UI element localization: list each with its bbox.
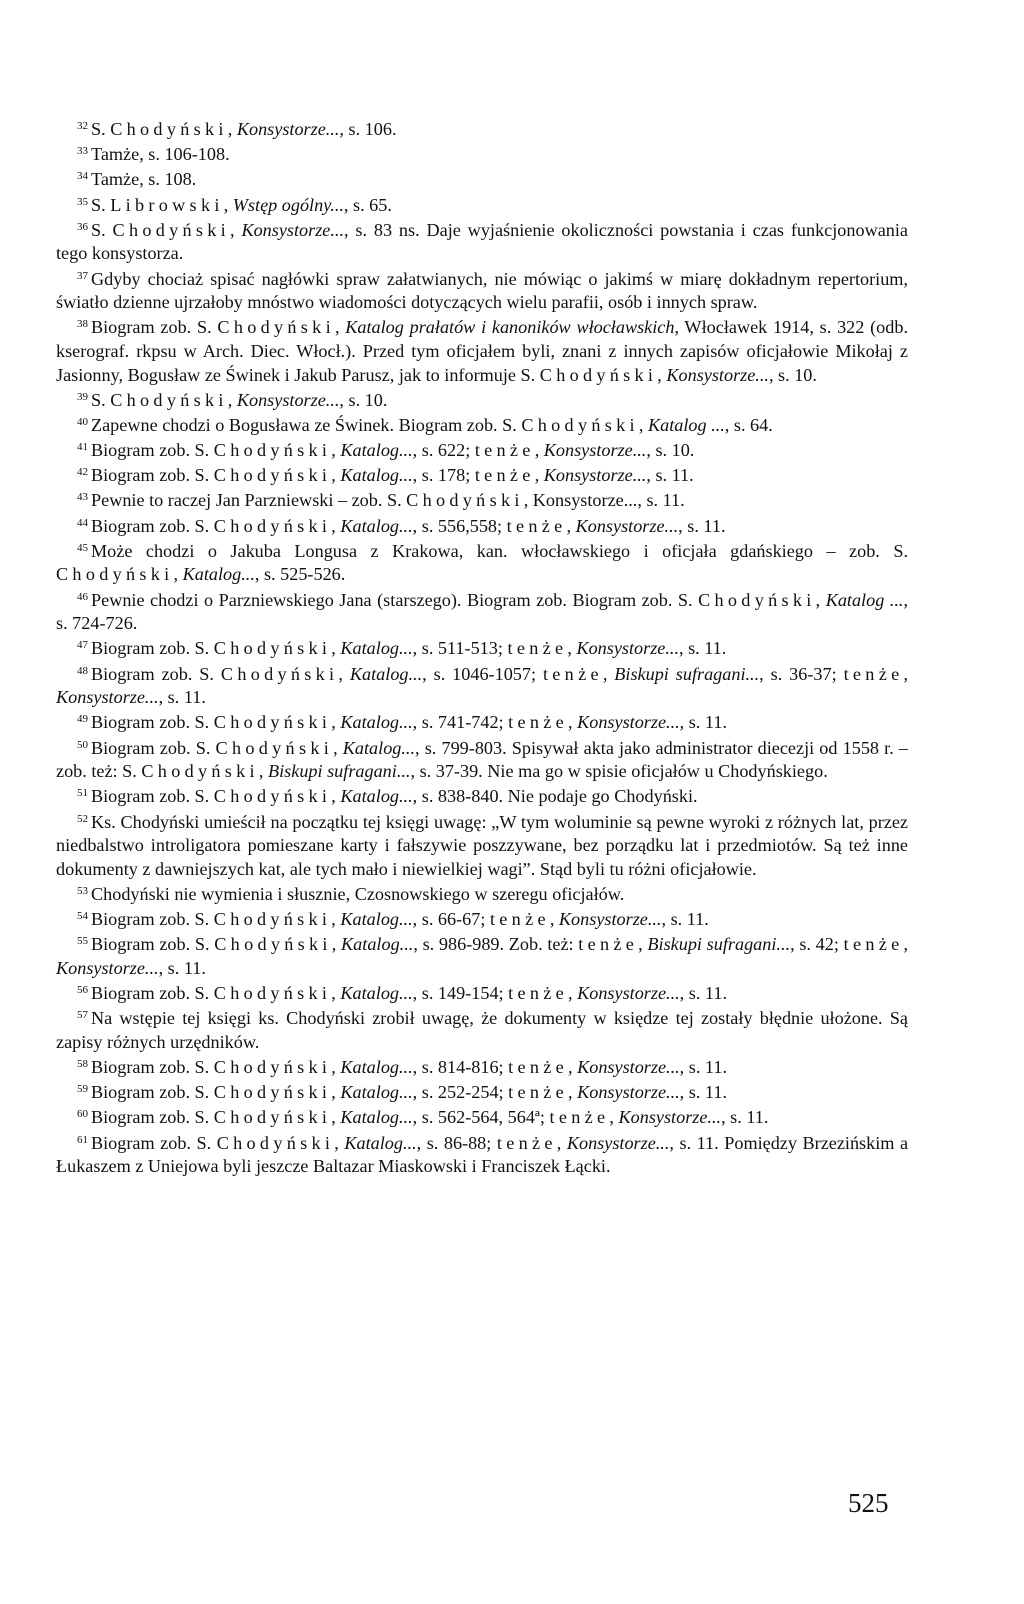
- footnote-text: S.: [91, 194, 111, 215]
- footnote-text: ,: [173, 564, 183, 585]
- italic-title: Konsystorze...: [666, 364, 769, 385]
- spaced-author-name: Chodyński: [56, 564, 174, 585]
- italic-title: Katalog...: [340, 909, 413, 930]
- footnote-number: 56: [77, 984, 88, 997]
- footnote-text: Zapewne chodzi o Bogusława ze Świnek. Biogram zob. S.: [91, 414, 522, 435]
- spaced-author-name: Chodyński: [214, 934, 332, 955]
- footnote-number: 38: [77, 318, 88, 331]
- footnote-number: 57: [77, 1009, 88, 1022]
- footnote-39: [56, 389, 908, 413]
- footnote-number: 54: [77, 910, 88, 923]
- spaced-author-name: Chodyński: [213, 909, 332, 930]
- italic-title: Katalog...: [340, 465, 413, 486]
- spaced-author-name: tenże: [489, 909, 550, 930]
- footnote-text: Biogram zob. S.: [91, 515, 214, 536]
- footnote-43: [56, 489, 908, 513]
- footnote-41: [56, 439, 908, 463]
- footnote-text: , s. 65.: [343, 194, 392, 215]
- spaced-author-name: Chodyński: [539, 364, 658, 385]
- spaced-author-name: tenże: [506, 515, 567, 536]
- footnote-number: 60: [77, 1108, 88, 1121]
- italic-title: Biskupi sufragani...: [647, 934, 791, 955]
- footnote-text: , s. 11.: [679, 712, 727, 733]
- footnote-text: ,: [556, 1132, 567, 1153]
- footnote-text: Biogram zob. S.: [91, 638, 214, 659]
- footnote-text: ,: [568, 1082, 578, 1103]
- footnote-text: , s. 10.: [768, 364, 817, 385]
- footnote-text: ,: [331, 712, 341, 733]
- spaced-author-name: Chodyński: [213, 786, 332, 807]
- footnote-text: ,: [331, 1057, 341, 1077]
- footnote-text: ,: [227, 389, 237, 410]
- footnote-47: [56, 637, 908, 661]
- spaced-author-name: tenże: [474, 440, 535, 461]
- footnote-38: [56, 316, 908, 387]
- italic-title: Konsystorze...: [576, 638, 679, 659]
- footnote-text: Biogram zob. S.: [91, 737, 216, 758]
- footnote-text: ,: [331, 1107, 341, 1128]
- footnote-61: [56, 1132, 908, 1179]
- footnote-53: [56, 883, 908, 907]
- footnote-text: , s. 11. Pomiędzy Brzezińskim a Łukaszem z Uniejowa byli jeszcze Baltazar Miaskowski i Franciszek Łącki.: [56, 1132, 909, 1177]
- spaced-author-name: Chodyński: [406, 490, 524, 511]
- footnote-text: , s. 83 ns. Daje wyjaśnienie okoliczności powstania i czas funkcjonowania tego konsystorza.: [56, 219, 908, 264]
- footnote-text: ,: [223, 194, 233, 215]
- footnote-text: , s. 11.: [721, 1107, 769, 1128]
- footnote-text: , s. 10.: [339, 389, 388, 410]
- footnote-text: ,: [230, 219, 242, 240]
- italic-title: Konsystorze...: [618, 1107, 722, 1128]
- italic-title: Katalog...: [349, 663, 423, 684]
- footnote-text: ,: [657, 364, 667, 385]
- footnote-45: [56, 540, 908, 587]
- footnote-text: ,: [549, 909, 559, 930]
- italic-title: Biskupi sufragani...: [614, 663, 760, 684]
- italic-title: Wstęp ogólny...: [232, 194, 344, 215]
- spaced-author-name: Chodyński: [112, 219, 231, 240]
- footnote-text: ,: [258, 761, 268, 782]
- footnote-text: ,: [334, 1132, 345, 1153]
- italic-title: Konsystorze...: [577, 1057, 680, 1077]
- italic-title: Biskupi sufragani...: [268, 761, 411, 782]
- footnote-text: Biogram zob. S.: [91, 934, 215, 955]
- footnote-text: Biogram zob. S.: [91, 663, 221, 684]
- footnote-text: ,: [334, 317, 346, 338]
- footnote-text: ,: [568, 1057, 578, 1077]
- italic-title: Konsystorze...: [241, 219, 345, 240]
- spaced-author-name: Chodyński: [216, 1132, 335, 1153]
- footnote-text: , s. 986-989. Zob. też:: [413, 934, 579, 955]
- footnote-42: [56, 464, 908, 488]
- spaced-author-name: Chodyński: [213, 1057, 332, 1077]
- footnote-59: [56, 1081, 908, 1105]
- page-number: 525: [848, 1488, 889, 1518]
- footnote-text: Biogram zob. S.: [91, 465, 214, 486]
- footnote-number: 46: [77, 590, 88, 603]
- footnote-text: ,: [331, 1082, 341, 1103]
- footnote-56: [56, 982, 908, 1006]
- footnote-number: 48: [77, 664, 88, 677]
- italic-title: Katalog ...: [647, 414, 725, 435]
- footnote-36: [56, 219, 908, 266]
- footnote-number: 37: [77, 269, 88, 282]
- spaced-author-name: Chodyński: [213, 440, 332, 461]
- spaced-author-name: tenże: [843, 663, 904, 684]
- spaced-author-name: tenże: [496, 1132, 557, 1153]
- footnote-text: ,: [331, 786, 341, 807]
- italic-title: Konsystorze...: [543, 440, 647, 461]
- footnote-text: Biogram zob. S.: [91, 786, 214, 807]
- spaced-author-name: Chodyński: [110, 389, 228, 410]
- footnote-text: ,: [566, 515, 576, 536]
- footnote-text: , s. 799-803. Spisywał akta jako administrator diecezji od 1558 r. – zob. też: S.: [56, 737, 908, 782]
- footnote-text: , s. 11.: [679, 983, 727, 1004]
- footnote-text: ,: [534, 465, 544, 486]
- spaced-author-name: Chodyński: [110, 119, 228, 139]
- footnote-text: ,: [903, 934, 909, 955]
- footnote-text: S.: [91, 219, 113, 240]
- footnote-text: ,: [331, 909, 341, 930]
- italic-title: Katalog...: [340, 1082, 413, 1103]
- italic-title: Katalog...: [341, 934, 414, 955]
- footnote-text: Biogram zob. S.: [91, 1107, 214, 1128]
- footnote-52: [56, 811, 908, 882]
- footnote-text: Chodyński nie wymienia i słusznie, Czosnowskiego w szeregu oficjałów.: [91, 883, 625, 904]
- spaced-author-name: Chodyński: [213, 983, 332, 1004]
- italic-title: Konsystorze...: [577, 1082, 680, 1103]
- footnote-number: 59: [77, 1083, 88, 1096]
- footnote-text: Biogram zob. S.: [91, 712, 214, 733]
- footnote-number: 51: [77, 787, 88, 800]
- italic-title: Katalog...: [344, 1132, 417, 1153]
- italic-title: Konsystorze...: [236, 119, 340, 139]
- footnote-text: ,: [903, 663, 908, 684]
- footnote-text: Na wstępie tej księgi ks. Chodyński zrobił uwagę, że dokumenty w księdze tej zostały błędnie ułożone. Są zapisy różnych urzędników.: [56, 1008, 908, 1052]
- spaced-author-name: tenże: [508, 983, 569, 1004]
- footnote-number: 55: [77, 935, 88, 948]
- footnote-text: Tamże, s. 106-108.: [91, 144, 230, 165]
- footnote-text: , s. 11.: [646, 465, 694, 486]
- italic-title: Konsystorze...: [566, 1132, 670, 1153]
- footnote-number: 61: [77, 1133, 88, 1146]
- footnote-text: ,: [338, 663, 350, 684]
- footnote-text: , s. 86-88;: [416, 1132, 497, 1153]
- footnote-text: , Konsystorze..., s. 11.: [523, 490, 685, 511]
- footnote-number: 42: [77, 466, 88, 479]
- footnote-number: 40: [77, 415, 88, 428]
- footnote-text: Ks. Chodyński umieścił na początku tej księgi uwagę: „W tym woluminie są pewne wyroki z różnych lat, przez niedbalstwo introligatora pomieszane karty i fałszywie poszzywane, bez porządku lat i przedmiotów. Są też inne dokumenty z dawniejszych kat, ale tych mało i niewielkiej wagi”. Stąd byli tu różni oficjałowie.: [56, 811, 908, 879]
- footnote-40: [56, 414, 908, 438]
- footnote-text: , s. 741-742;: [412, 712, 509, 733]
- footnote-number: 52: [77, 812, 88, 825]
- footnote-text: , s. 36-37;: [759, 663, 844, 684]
- spaced-author-name: Chodyński: [220, 663, 339, 684]
- footnote-text: ,: [331, 638, 341, 659]
- footnote-text: ,: [609, 1107, 619, 1128]
- footnote-number: 47: [77, 639, 88, 652]
- footnote-text: Pewnie to raczej Jan Parzniewski – zob. S.: [91, 490, 407, 511]
- italic-title: Konsystorze...: [577, 983, 680, 1004]
- footnote-text: S.: [91, 119, 111, 139]
- footnote-51: [56, 785, 908, 809]
- footnote-text: ,: [638, 934, 648, 955]
- italic-title: Konsystorze...: [575, 515, 679, 536]
- footnote-text: , s. 37-39. Nie ma go w spisie oficjałów u Chodyńskiego.: [410, 761, 828, 782]
- footnote-57: [56, 1007, 908, 1054]
- footnote-number: 44: [77, 516, 88, 529]
- footnote-text: , s. 622;: [412, 440, 475, 461]
- spaced-author-name: tenże: [508, 1082, 569, 1103]
- footnote-text: , s. 1046-1057;: [422, 663, 543, 684]
- footnote-text: ,: [331, 515, 341, 536]
- footnote-54: [56, 908, 908, 932]
- italic-title: Katalog prałatów i kanoników włocławskich: [345, 317, 675, 338]
- footnote-text: ,: [568, 712, 578, 733]
- italic-title: Konsystorze...: [543, 465, 647, 486]
- footnote-text: ,: [815, 589, 826, 610]
- spaced-author-name: Chodyński: [213, 638, 332, 659]
- footnote-text: ,: [227, 119, 237, 139]
- footnote-text: , s. 66-67;: [412, 909, 490, 930]
- spaced-author-name: tenże: [578, 934, 639, 955]
- footnote-text: S.: [91, 389, 111, 410]
- spaced-author-name: Chodyński: [521, 414, 639, 435]
- footnote-text: , Włocławek 1914, s. 322 (odb. kserograf. rkpsu w Arch. Diec. Włocł.). Przed tym oficjałem byli, znani z innych zapisów oficjałowie Mikołaj z Jasionny, Bogusław ze Świnek i Jakub Parusz, jak to informuje S.: [56, 317, 908, 385]
- footnote-text: , s. 11.: [679, 1082, 727, 1103]
- footnote-text: , s. 149-154;: [412, 983, 509, 1004]
- footnote-number: 39: [77, 390, 88, 403]
- spaced-author-name: Chodyński: [215, 737, 334, 758]
- footnote-text: Pewnie chodzi o Parzniewskiego Jana (starszego). Biogram zob. Biogram zob. S.: [91, 589, 699, 610]
- spaced-author-name: Chodyński: [213, 1082, 332, 1103]
- footnote-text: ,: [567, 638, 577, 659]
- spaced-author-name: Chodyński: [213, 1107, 332, 1128]
- footnote-text: , s. 11.: [679, 638, 727, 659]
- italic-title: Konsystorze...: [236, 389, 340, 410]
- italic-title: Konsystorze...: [558, 909, 662, 930]
- footnote-text: Biogram zob. S.: [91, 1082, 214, 1103]
- footnote-text: ,: [331, 465, 341, 486]
- footnote-text: ,: [638, 414, 648, 435]
- italic-title: Katalog ...: [825, 589, 904, 610]
- spaced-author-name: Chodyński: [213, 465, 332, 486]
- footnote-text: Biogram zob. S.: [91, 440, 214, 461]
- footnote-text: , s. 11.: [678, 515, 726, 536]
- italic-title: Katalog...: [340, 786, 413, 807]
- italic-title: Konsystorze...: [56, 957, 159, 978]
- footnote-58: [56, 1056, 908, 1080]
- footnote-number: 43: [77, 491, 88, 504]
- footnote-text: , s. 11.: [158, 687, 206, 708]
- footnote-text: ,: [331, 934, 342, 955]
- footnote-text: , s. 11.: [661, 909, 709, 930]
- footnote-text: Biogram zob. S.: [91, 909, 214, 930]
- footnote-text: , s. 525-526.: [254, 564, 346, 585]
- spaced-author-name: Chodyński: [213, 515, 332, 536]
- spaced-author-name: tenże: [542, 663, 603, 684]
- footnote-text: , s. 511-513;: [412, 638, 508, 659]
- footnotes-list: [56, 118, 908, 1180]
- footnote-text: Biogram zob. S.: [91, 983, 214, 1004]
- footnote-44: [56, 515, 908, 539]
- italic-title: Konsystorze...: [56, 687, 159, 708]
- footnote-text: Gdyby chociaż spisać nagłówki spraw załatwianych, nie mówiąc o jakimś w miarę dokładnym repertorium, światło dzienne ujrzałoby mnóstwo wiadomości dotyczących wielu parafii, osób i innych spraw.: [56, 268, 908, 313]
- footnote-text: , s. 106.: [339, 119, 397, 139]
- footnote-text: , s. 42;: [790, 934, 844, 955]
- spaced-author-name: tenże: [508, 712, 569, 733]
- footnote-48: [56, 663, 908, 710]
- footnote-text: , s. 11.: [158, 957, 206, 978]
- footnote-text: Biogram zob. S.: [91, 1132, 217, 1153]
- footnote-text: Biogram zob. S.: [91, 317, 218, 338]
- footnote-text: , s. 178;: [412, 465, 475, 486]
- footnote-text: , s. 814-816;: [412, 1057, 509, 1077]
- footnote-text: ,: [331, 983, 341, 1004]
- italic-title: Katalog...: [340, 983, 413, 1004]
- spaced-author-name: tenże: [474, 465, 535, 486]
- spaced-author-name: Librowski: [110, 194, 224, 215]
- footnote-text: ,: [331, 440, 341, 461]
- spaced-author-name: Chodyński: [698, 589, 816, 610]
- footnote-text: Biogram zob. S.: [91, 1057, 214, 1077]
- footnote-46: [56, 589, 908, 636]
- footnote-text: , s. 252-254;: [412, 1082, 509, 1103]
- spaced-author-name: Chodyński: [141, 761, 259, 782]
- footnote-55: [56, 933, 908, 980]
- footnote-number: 45: [77, 541, 88, 554]
- spaced-author-name: Chodyński: [217, 317, 335, 338]
- footnote-text: ,: [602, 663, 615, 684]
- footnote-number: 33: [77, 145, 88, 158]
- footnote-text: Tamże, s. 108.: [91, 169, 197, 190]
- footnote-37: [56, 268, 908, 315]
- footnote-number: 36: [77, 220, 88, 233]
- footnote-33: [56, 143, 908, 167]
- footnote-60: [56, 1106, 908, 1130]
- footnote-number: 35: [77, 195, 88, 208]
- footnote-text: Może chodzi o Jakuba Longusa z Krakowa, kan. włocławskiego i oficjała gdańskiego – zob. S.: [91, 540, 908, 561]
- footnote-32: [56, 118, 908, 142]
- footnote-number: 41: [77, 441, 88, 454]
- footnote-text: , s. 556,558;: [412, 515, 507, 536]
- italic-title: Katalog...: [340, 1057, 413, 1077]
- footnote-text: , s. 562-564, 564ª;: [412, 1107, 550, 1128]
- spaced-author-name: tenże: [549, 1107, 610, 1128]
- footnote-number: 58: [77, 1058, 88, 1070]
- spaced-author-name: tenże: [507, 638, 568, 659]
- italic-title: Konsystorze...: [577, 712, 680, 733]
- spaced-author-name: tenże: [843, 934, 904, 955]
- footnote-text: , s. 10.: [646, 440, 695, 461]
- italic-title: Katalog...: [340, 515, 413, 536]
- spaced-author-name: Chodyński: [213, 712, 332, 733]
- footnote-number: 53: [77, 884, 88, 897]
- footnote-text: ,: [333, 737, 343, 758]
- footnote-text: , s. 64.: [724, 414, 773, 435]
- italic-title: Katalog...: [342, 737, 416, 758]
- footnote-text: ,: [534, 440, 544, 461]
- footnote-34: [56, 168, 908, 192]
- footnote-number: 49: [77, 713, 88, 726]
- footnote-number: 34: [77, 170, 88, 183]
- footnote-text: , s. 724-726.: [56, 589, 908, 634]
- italic-title: Katalog...: [340, 712, 413, 733]
- italic-title: Katalog...: [340, 440, 413, 461]
- footnote-35: [56, 194, 908, 218]
- italic-title: Katalog...: [340, 1107, 413, 1128]
- italic-title: Katalog...: [182, 564, 255, 585]
- spaced-author-name: tenże: [508, 1057, 569, 1077]
- italic-title: Katalog...: [340, 638, 413, 659]
- footnote-49: [56, 711, 908, 735]
- footnote-text: , s. 838-840. Nie podaje go Chodyński.: [412, 786, 698, 807]
- footnote-text: ,: [568, 983, 578, 1004]
- footnote-number: 50: [77, 738, 88, 751]
- footnote-text: , s. 11.: [679, 1057, 727, 1077]
- footnote-50: [56, 737, 908, 784]
- footnote-number: 32: [77, 120, 88, 132]
